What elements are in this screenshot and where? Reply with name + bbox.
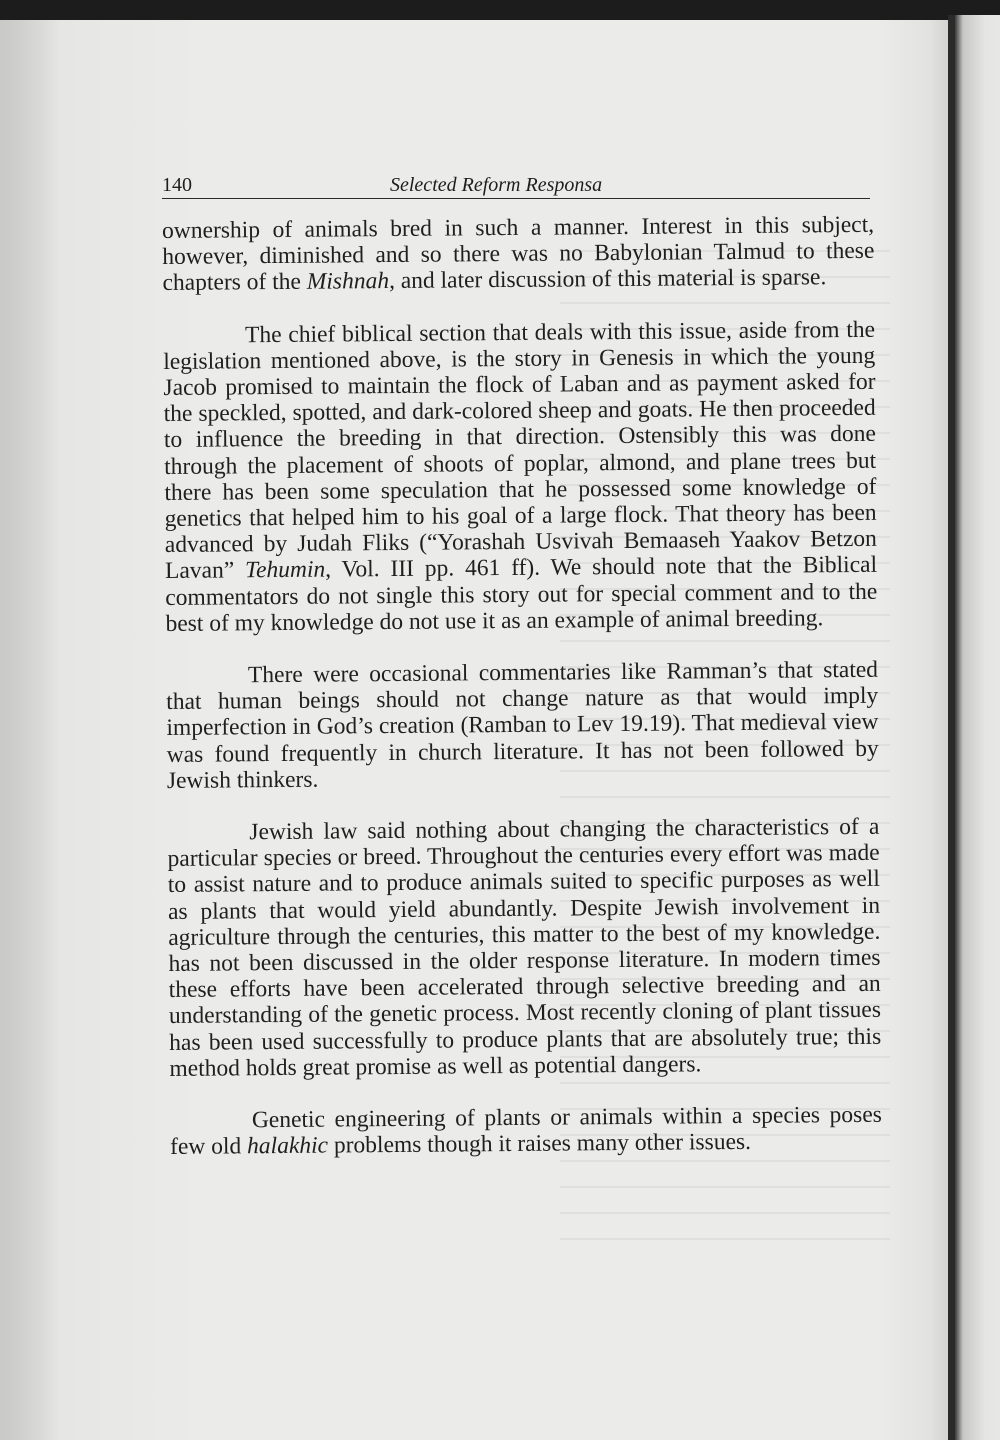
paragraph-5-text-end: problems though it raises many other issues. [327, 1129, 752, 1159]
term-mishnah: Mishnah, [306, 268, 396, 296]
paragraph-2 [163, 316, 878, 637]
paragraph-3-text: There were occasional commentaries like Ramman’s that stated that human beings should not change nature as that would imply imperfection in God’s creation (Ramban to Lev 19.19). That medieval view was found frequently in church literature. It has not been followed by Jewish thinkers. [166, 656, 879, 794]
paragraph-4-text: Jewish law said nothing about changing the characteristics of a particular species or breed. Throughout the centuries every effort was made to assist nature and to produce animals suited to specific purposes as well as plants that would yield abundantly. Despite Jewish involvement in agriculture through the centuries, this matter to the best of my knowledge. has not been discussed in the older response literature. In modern times these efforts have been accelerated through selective breeding and an understanding of the genetic process. Most recently cloning of plant tissues has been used successfully to produce plants that are absolutely true; this method holds great promise as well as potential dangers. [167, 813, 882, 1082]
paragraph-4 [167, 814, 881, 1082]
running-head [162, 174, 870, 199]
page-number: 140 [162, 174, 192, 196]
paragraph-2-text: The chief biblical section that deals with this issue, aside from the legislation mentioned above, is the story in Genesis in which the young Jacob promised to maintain the flock of Laban and as payment asked for the speckled, spotted, and dark-colored sheep and goats. He then proceeded to influence the breeding in that direction. Ostensibly this was done through the placement of shoots of poplar, almond, and plane trees but there has been some speculation that he possessed some knowledge of genetics that helped him to his goal of a large flock. That theory has been advanced by Judah Fliks (“Yorashah Usvivah Bemaaseh Yaakov Betzon Lavan” [163, 316, 877, 585]
paragraph-1-text-end: and later discussion of this material is sparse. [394, 264, 827, 295]
paragraph-2-text-end: , Vol. III pp. 461 ff). We should note that the Biblical commentators do not single this story out for special comment and to the best of my knowledge do not use it as an example of animal breeding. [165, 552, 878, 637]
body-text [162, 212, 882, 1161]
term-halakhic: halakhic [247, 1132, 329, 1160]
page-edge-shadow [0, 20, 60, 1440]
facing-page-edge [955, 15, 1000, 1440]
paragraph-5-text: Genetic engineering of plants or animals within a species poses few old [169, 1101, 882, 1161]
term-tehumin: Tehumin [244, 557, 326, 584]
paragraph-1 [162, 212, 875, 297]
paragraph-3 [166, 657, 879, 794]
paragraph-5 [170, 1102, 882, 1161]
paragraph-1-text: ownership of animals bred in such a manner. Interest in this subject, however, diminished and so there was no Babylonian Talmud to these chapters of the [162, 211, 875, 297]
book-title: Selected Reform Responsa [390, 174, 603, 196]
